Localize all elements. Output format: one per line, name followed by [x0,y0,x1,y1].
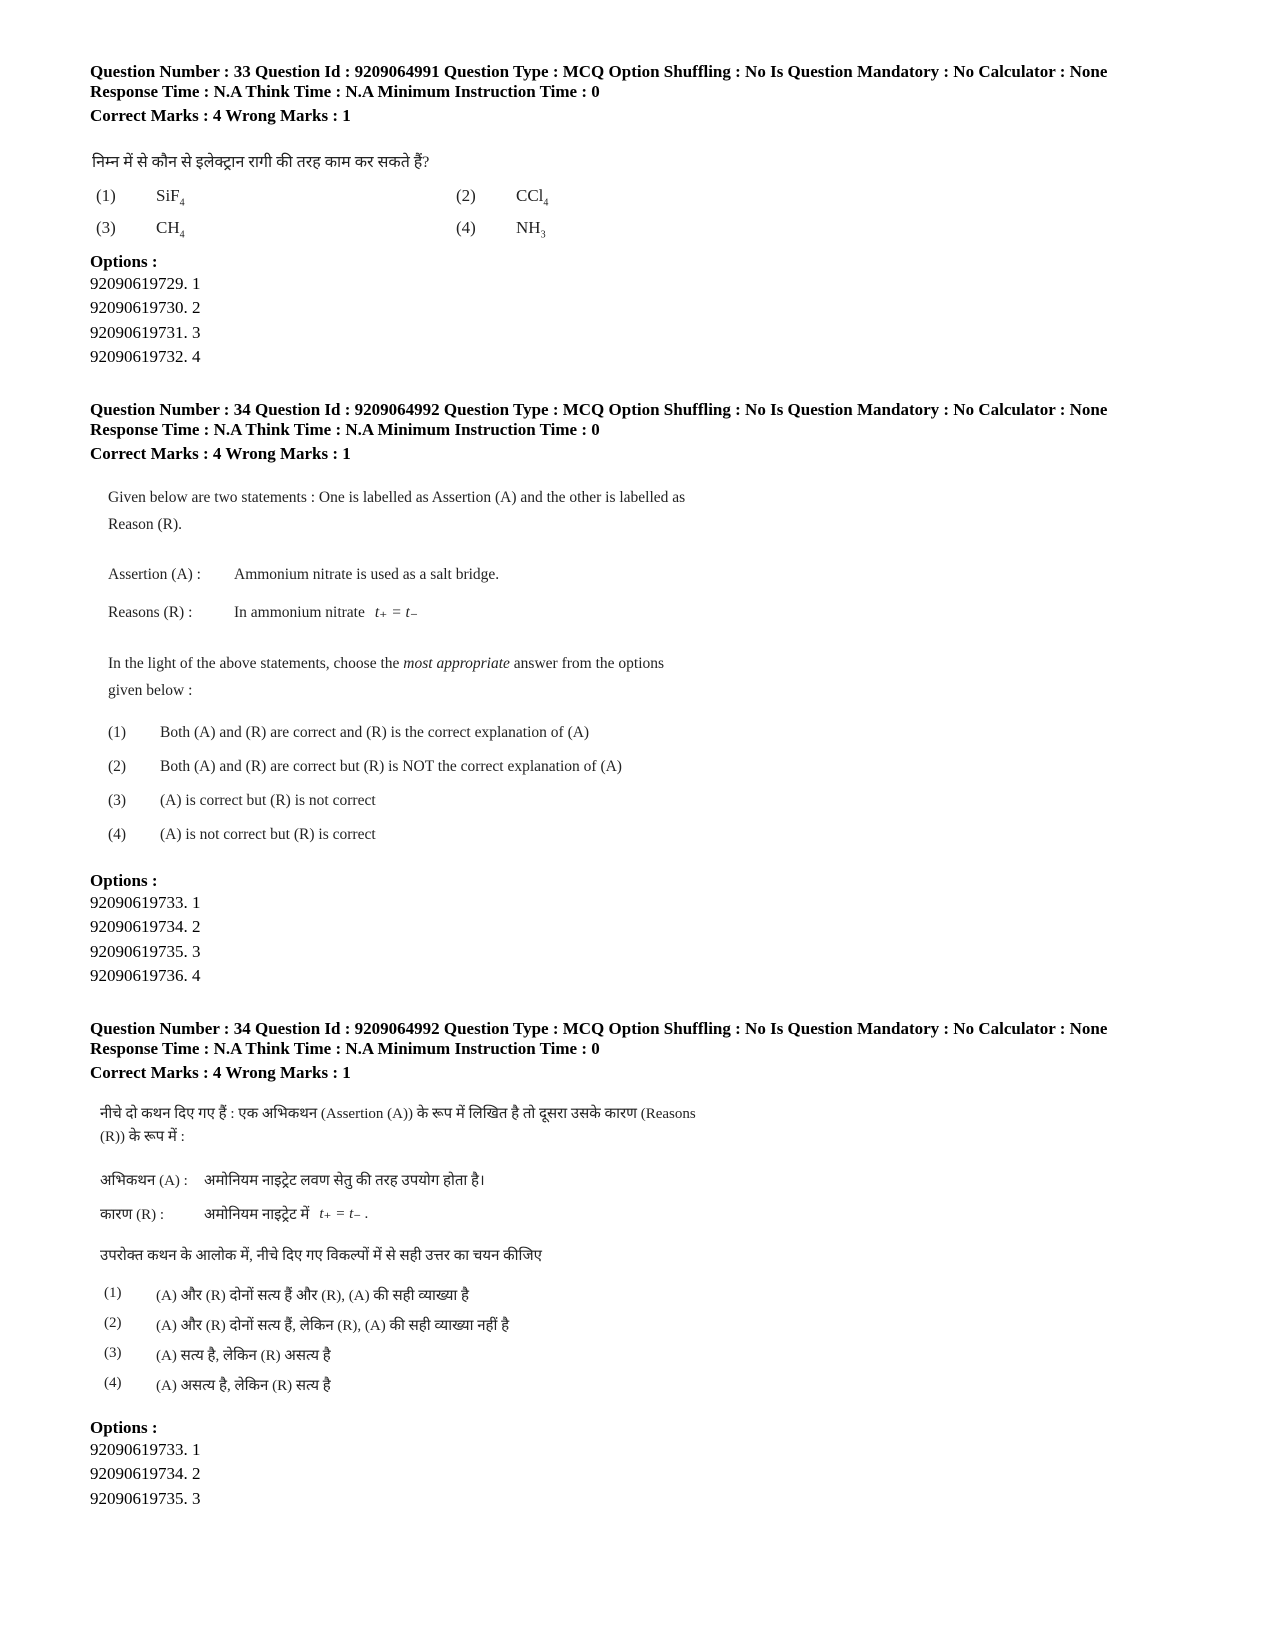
choice-number: (1) [104,1284,122,1301]
choice-number: (1) [96,186,116,205]
option-id: 92090619734. 2 [90,1464,201,1484]
question-intro: Given below are two statements : One is labelled as Assertion (A) and the other is labelled as Reason (R). [108,488,686,533]
choice-row [104,1345,1200,1375]
choice-text: $CH_4$ [156,218,185,241]
option-id: 92090619736. 4 [90,966,201,986]
option-id: 92090619733. 1 [90,892,201,912]
choice-text: (A) is correct but (R) is not correct [160,791,376,809]
choice-text: (A) असत्य है, लेकिन (R) सत्य है [156,1377,331,1394]
question-block-33 [90,62,1200,370]
question-marks: Correct Marks : 4 Wrong Marks : 1 [90,443,351,463]
question-marks: Correct Marks : 4 Wrong Marks : 1 [90,106,351,125]
choice-grid [96,186,1200,241]
choice-number: (3) [96,218,116,238]
option-id: 92090619734. 2 [90,917,201,937]
assertion-label: अभिकथन (A) : [100,1172,188,1189]
choice-text: $NH_3$ [516,218,546,241]
choice-row [104,1285,1200,1315]
question-header-line1: Question Number : 34 Question Id : 9209064992 Question Type : MCQ Option Shuffling : No Is Question Mandatory : No Calculator : None [90,1018,1108,1038]
question-header-line2: Response Time : N.A Think Time : N.A Minimum Instruction Time : 0 [90,82,600,101]
reason-formula: t₊ = t₋ [374,604,419,622]
choice-number: (3) [104,1344,122,1361]
choice-text: Both (A) and (R) are correct and (R) is the correct explanation of (A) [160,723,590,741]
option-id: 92090619731. 3 [90,322,201,342]
choice-text: Both (A) and (R) are correct but (R) is NOT the correct explanation of (A) [160,757,622,775]
choice-number: (2) [104,1314,122,1331]
choice-number: (2) [456,186,476,205]
question-header-line1: Question Number : 34 Question Id : 9209064992 Question Type : MCQ Option Shuffling : No Is Question Mandatory : No Calculator : None [90,399,1108,419]
reason-text: अमोनियम नाइट्रेट में [204,1206,310,1223]
question-intro: नीचे दो कथन दिए गए हैं : एक अभिकथन (Assertion (A)) के रूप में लिखित है तो दूसरा उसके कारण (Reasons (R)) के रूप में : [100,1105,696,1145]
choice-row [108,758,1200,792]
question-instruction: उपरोक्त कथन के आलोक में, नीचे दिए गए विकल्पों में से सही उत्तर का चयन कीजिए [100,1247,542,1264]
option-id: 92090619735. 3 [90,941,201,961]
option-id: 92090619733. 1 [90,1439,201,1459]
option-id: 92090619730. 2 [90,298,201,318]
reason-formula: t₊ = t₋ . [319,1206,369,1223]
assertion-reason [100,1163,1200,1231]
options-title: Options : [90,251,158,271]
options-title: Options : [90,870,158,890]
question-header-line1: Question Number : 33 Question Id : 9209064991 Question Type : MCQ Option Shuffling : No Is Question Mandatory : No Calculator : None [90,62,1108,81]
question-block-34-english [90,400,1200,989]
choice-number: (4) [104,1374,122,1391]
option-id: 92090619735. 3 [90,1488,201,1508]
assertion-text: अमोनियम नाइट्रेट लवण सेतु की तरह उपयोग होता है। [204,1172,485,1189]
choice-row [104,1315,1200,1345]
choice-list [108,724,1200,856]
choice-number: (1) [108,723,127,741]
choice-number: (3) [108,791,127,809]
reason-label: कारण (R) : [100,1206,165,1223]
options-title: Options : [90,1417,158,1437]
choice-text: (A) और (R) दोनों सत्य हैं, लेकिन (R), (A) की सही व्याख्या नहीं है [156,1317,510,1334]
choice-number: (4) [456,218,476,238]
choice-text: (A) सत्य है, लेकिन (R) असत्य है [156,1347,331,1364]
choice-text: SiF$_4$ [156,186,185,209]
choice-text: CCl$_4$ [516,186,549,209]
assertion-reason [108,556,1200,632]
question-block-34-hindi [90,1019,1200,1512]
choice-list [104,1285,1200,1403]
choice-row [108,792,1200,826]
reason-text: In ammonium nitrate [234,603,365,621]
question-text: निम्न में से कौन से इलेक्ट्रान रागी की तरह काम कर सकते हैं? [92,154,430,171]
option-id: 92090619732. 4 [90,347,201,367]
option-id: 92090619729. 1 [90,273,201,293]
assertion-text: Ammonium nitrate is used as a salt bridge. [234,565,500,583]
choice-text: (A) is not correct but (R) is correct [160,825,376,843]
reason-label: Reasons (R) : [108,603,193,621]
choice-text: (A) और (R) दोनों सत्य हैं और (R), (A) की सही व्याख्या है [156,1287,469,1304]
document-page [90,62,1200,1511]
choice-row [104,1375,1200,1403]
question-header-line2: Response Time : N.A Think Time : N.A Minimum Instruction Time : 0 [90,419,600,439]
assertion-label: Assertion (A) : [108,565,201,583]
choice-row [108,826,1200,856]
choice-number: (2) [108,757,127,775]
question-header-line2: Response Time : N.A Think Time : N.A Minimum Instruction Time : 0 [90,1038,600,1058]
question-instruction: In the light of the above statements, choose the most appropriate answer from the options given below : [108,654,665,699]
choice-number: (4) [108,825,127,843]
question-marks: Correct Marks : 4 Wrong Marks : 1 [90,1062,351,1082]
choice-row [108,724,1200,758]
